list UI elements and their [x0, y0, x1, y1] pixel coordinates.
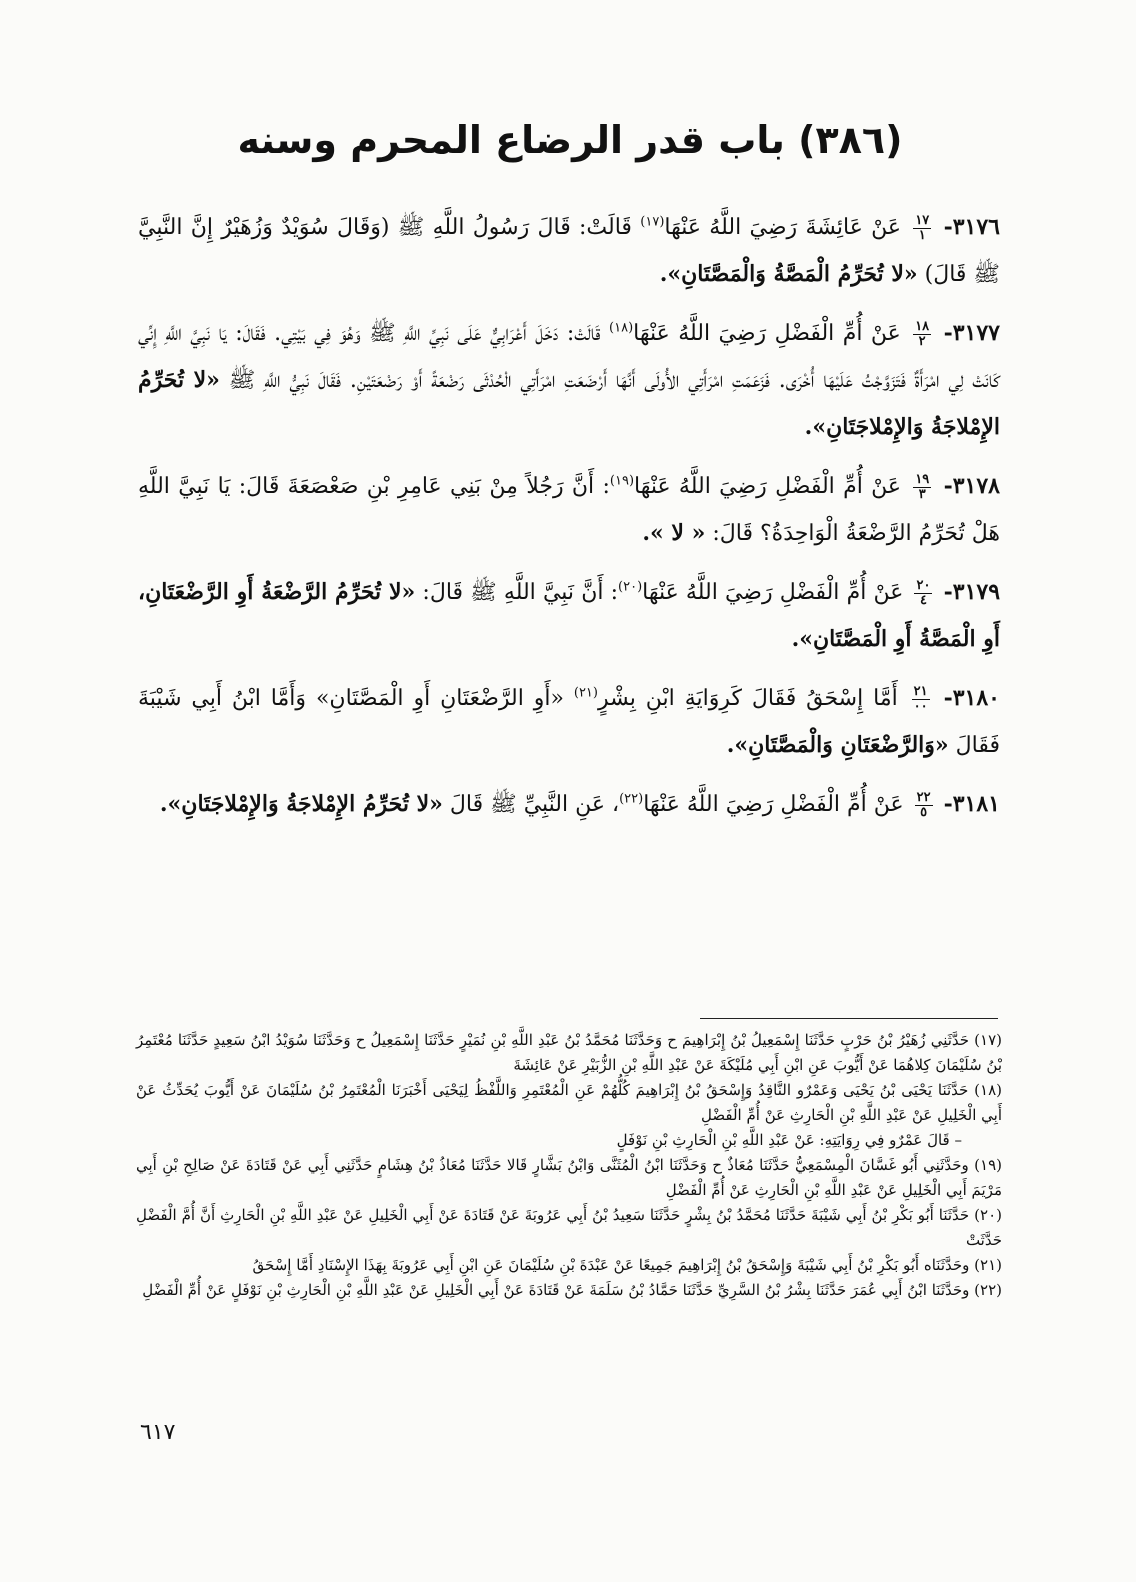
footnote: (٢١) وحَدَّثَنَاه أَبُو بَكْرِ بْنُ أَبِي شَيْبَةَ وَإِسْحَقُ بْنُ إِبْرَاهِيمَ جَمِيعًا عَنْ عَبْدَةَ بْنِ سُلَيْمَانَ عَنِ ابْنِ أَبِي عَرُوبَةَ بِهَذَا الإِسْنَادِ أَمَّا إِسْحَقُ — [252, 1256, 1002, 1274]
footnote: (١٨) حَدَّثَنَا يَحْيَى بْنُ يَحْيَى وَعَمْرٌو النَّاقِدُ وَإِسْحَقُ بْنُ إِبْرَاهِيمَ كُلُّهُمْ عَنِ الْمُعْتَمِرِ وَاللَّفْظُ لِيَحْيَى أَخْبَرَنَا الْمُعْتَمِرُ بْنُ سُلَيْمَانَ عَنْ أَيُّوبَ يُحَدِّثُ عَنْ أَبِي الْخَلِيلِ عَنْ عَبْدِ اللَّهِ بْنِ الْحَارِثِ عَنْ أُمِّ الْفَضْلِ — [136, 1081, 1002, 1124]
hadith-fraction — [913, 320, 931, 349]
footnote-note: – قَالَ عَمْرٌو فِي رِوَايَتِهِ: عَنْ عَبْدِ اللَّهِ بْنِ الْحَارِثِ بْنِ نَوْفَلٍ — [616, 1131, 962, 1149]
hadith-narrator: أَمَّا إِسْحَقُ فَقَالَ كَرِوَايَةِ ابْنِ بِشْرٍ — [598, 686, 898, 711]
hadith-narrator: عَنْ أُمِّ الْفَضْلِ رَضِيَ اللَّهُ عَنْهَا — [643, 792, 904, 817]
hadith-number: ٣١٧٦- — [943, 214, 1000, 240]
chapter-title: (٣٨٦) باب قدر الرضاع المحرم وسنه — [237, 118, 903, 162]
page-number: ٦١٧ — [140, 1420, 176, 1445]
hadith-quote: « لا ». — [642, 520, 706, 546]
fraction-bottom: ١ — [918, 227, 926, 243]
footnote-ref: (٢٠) — [618, 579, 643, 595]
hadith-entry — [138, 781, 1000, 828]
footnote-ref: (١٧) — [640, 214, 665, 230]
hadith-entry — [138, 204, 1000, 298]
fraction-top: ١٨ — [915, 318, 930, 334]
hadith-narrator: عَنْ أُمِّ الْفَضْلِ رَضِيَ اللَّهُ عَنْهَا — [634, 474, 901, 499]
hadith-quote: «وَالرَّضْعَتَانِ وَالْمَصَّتَانِ». — [726, 732, 949, 758]
hadith-fraction — [912, 685, 930, 714]
hadith-fraction — [913, 214, 931, 243]
fraction-bottom: ٥ — [920, 804, 928, 820]
hadith-narrator: عَنْ أُمِّ الْفَضْلِ رَضِيَ اللَّهُ عَنْهَا — [642, 580, 904, 605]
hadith-quote: «لا تُحَرِّمُ الْمَصَّةُ وَالْمَصَّتَانِ». — [659, 261, 918, 287]
footnote: (١٩) وحَدَّثَنِي أَبُو غَسَّانَ الْمِسْمَعِيُّ حَدَّثَنَا مُعَاذٌ ح وَحَدَّثَنَا ابْنُ الْمُثَنَّى وَابْنُ بَشَّارٍ قَالا حَدَّثَنَا مُعَاذُ بْنُ هِشَامٍ حَدَّثَنِي أَبِي عَنْ قَتَادَةَ عَنْ صَالِحِ بْنِ أَبِي مَرْيَمَ أَبِي الْخَلِيلِ عَنْ عَبْدِ اللَّهِ بْنِ الْحَارِثِ عَنْ أُمِّ الْفَضْلِ — [136, 1156, 1002, 1199]
footnote: (٢٠) حَدَّثَنَا أَبُو بَكْرِ بْنُ أَبِي شَيْبَةَ حَدَّثَنَا مُحَمَّدُ بْنُ بِشْرٍ حَدَّثَنَا سَعِيدُ بْنُ أَبِي عَرُوبَةَ عَنْ قَتَادَةَ عَنْ أَبِي الْخَلِيلِ عَنْ عَبْدِ اللَّهِ بْنِ الْحَارِثِ أَنَّ أُمَّ الْفَضْلِ حَدَّثَتْ — [136, 1206, 1002, 1249]
hadith-number: ٣١٨٠- — [943, 685, 1000, 711]
hadith-entry — [138, 463, 1000, 557]
hadith-fraction — [913, 473, 931, 502]
hadith-text: «أَوِ الرَّضْعَتَانِ أَوِ الْمَصَّتَانِ» وَأَمَّا ابْنُ أَبِي شَيْبَةَ فَقَالَ — [138, 686, 1000, 758]
hadith-fraction — [915, 791, 933, 820]
fraction-bottom: ٣ — [918, 486, 926, 502]
hadith-fraction — [914, 579, 932, 608]
hadith-entry — [138, 675, 1000, 769]
footnote-ref: (١٩) — [609, 473, 635, 489]
hadith-narrator: عَنْ عَائِشَةَ رَضِيَ اللَّهُ عَنْهَا — [664, 215, 901, 240]
footnote-ref: (٢١) — [573, 685, 598, 701]
hadith-text: قَالَتْ: قَالَ رَسُولُ اللَّهِ ﷺ (وَقَالَ سُوَيْدٌ وَزُهَيْرٌ إِنَّ النَّبِيَّ ﷺ قَالَ) — [138, 215, 1000, 287]
hadith-quote: «لا تُحَرِّمُ الإِمْلاجَةُ وَالإِمْلاجَتَانِ». — [138, 367, 1000, 440]
footnote-divider — [700, 1018, 998, 1019]
fraction-bottom: ٠٠ — [913, 698, 928, 714]
hadith-entry — [138, 310, 1000, 451]
hadith-number: ٣١٨١- — [943, 791, 1000, 817]
hadith-list — [138, 204, 1000, 840]
hadith-entry — [138, 569, 1000, 663]
footnote-ref: (٢٢) — [619, 791, 644, 807]
hadith-text: ، عَنِ النَّبِيِّ ﷺ قَالَ — [449, 792, 620, 817]
footnote: (١٧) حَدَّثَنِي زُهَيْرُ بْنُ حَرْبٍ حَدَّثَنَا إِسْمَعِيلُ بْنُ إِبْرَاهِيمَ ح وَحَدَّثَنَا مُحَمَّدُ بْنُ عَبْدِ اللَّهِ بْنِ نُمَيْرٍ حَدَّثَنَا إِسْمَعِيلُ ح وَحَدَّثَنَا سُوَيْدُ ابْنُ سَعِيدٍ حَدَّثَنَا مُعْتَمِرُ بْنُ سُلَيْمَانَ كِلاهُمَا عَنْ أَيُّوبَ عَنِ ابْنِ أَبِي مُلَيْكَةَ عَنْ عَبْدِ اللَّهِ بْنِ الزُّبَيْرِ عَنْ عَائِشَةَ — [136, 1031, 1002, 1074]
hadith-quote: «لا تُحَرِّمُ الرَّضْعَةُ أَوِ الرَّضْعَتَانِ، أَوِ الْمَصَّةُ أَوِ الْمَصَّتَانِ». — [138, 579, 1000, 652]
hadith-narrator: عَنْ أُمِّ الْفَضْلِ رَضِيَ اللَّهُ عَنْهَا — [633, 321, 901, 346]
hadith-text: قَالَتْ: دَخَلَ أَعْرَابِيٌّ عَلَى نَبِيِّ اللَّهِ ﷺ وَهُوَ فِي بَيْتِي. فَقَالَ: يَا نَبِيَّ اللَّهِ إِنِّي كَانَتْ لِي امْرَأَةٌ فَتَزَوَّجْتُ عَلَيْهَا أُخْرَى. فَزَعَمَتِ امْرَأَتِي الأُولَى أَنَّهَا أَرْضَعَتِ امْرَأَتِي الْحُدْثَى رَضْعَةً أَوْ رَضْعَتَيْنِ. فَقَالَ نَبِيُّ اللَّهِ ﷺ — [138, 321, 1001, 393]
hadith-quote: «لا تُحَرِّمُ الإِمْلاجَةُ وَالإِمْلاجَتَانِ». — [159, 791, 443, 817]
footnote: (٢٢) وحَدَّثَنَا ابْنُ أَبِي عُمَرَ حَدَّثَنَا بِشْرُ بْنُ السَّرِيِّ حَدَّثَنَا حَمَّادُ بْنُ سَلَمَةَ عَنْ قَتَادَةَ عَنْ أَبِي الْخَلِيلِ عَنْ عَبْدِ اللَّهِ بْنِ الْحَارِثِ بْنِ نَوْفَلٍ عَنْ أُمِّ الْفَضْلِ — [142, 1281, 1002, 1299]
fraction-bottom: ٤ — [919, 592, 927, 608]
footnotes — [136, 1028, 1002, 1303]
hadith-text: : أَنَّ رَجُلاً مِنْ بَنِي عَامِرِ بْنِ صَعْصَعَةَ قَالَ: يَا نَبِيَّ اللَّهِ هَلْ تُحَرِّمُ الرَّضْعَةُ الْوَاحِدَةُ؟ قَالَ: — [138, 474, 1000, 546]
fraction-top: ١٧ — [915, 212, 930, 228]
fraction-bottom: ٢ — [918, 333, 926, 349]
fraction-top: ٢٠ — [916, 577, 931, 593]
footnote-ref: (١٨) — [609, 320, 634, 336]
fraction-top: ٢١ — [913, 683, 928, 699]
fraction-top: ٢٢ — [916, 789, 931, 805]
hadith-number: ٣١٧٨- — [943, 473, 1000, 499]
hadith-number: ٣١٧٩- — [943, 579, 1001, 605]
fraction-top: ١٩ — [915, 471, 930, 487]
hadith-number: ٣١٧٧- — [943, 320, 1000, 346]
hadith-text: : أَنَّ نَبِيَّ اللَّهِ ﷺ قَالَ: — [422, 580, 619, 605]
